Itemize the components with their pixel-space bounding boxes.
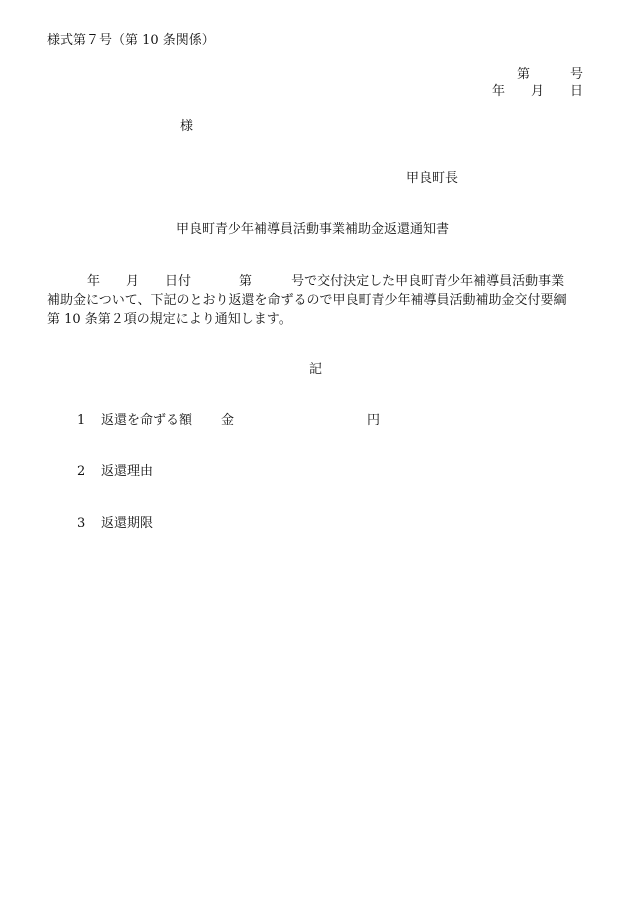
item-3-label: 返還期限 xyxy=(101,516,154,531)
body-line-1 xyxy=(47,275,564,288)
document-number xyxy=(517,68,583,81)
document-date-day: 日 xyxy=(569,84,583,99)
item-2-number: 2 xyxy=(77,464,86,479)
item-2-label: 返還理由 xyxy=(101,464,154,479)
body-line-2: 補助金について、下記のとおり返還を命ずるので甲良町青少年補導員活動補助金交付要綱 xyxy=(47,293,567,308)
body-month: 月 xyxy=(126,274,140,289)
ki-heading: 記 xyxy=(309,362,323,377)
item-3-number: 3 xyxy=(77,516,86,531)
form-number: 様式第７号（第 10 条関係） xyxy=(47,33,215,48)
body-line-3: 第 10 条第２項の規定により通知します。 xyxy=(47,312,292,327)
document-number-go: 号 xyxy=(569,67,583,82)
body-dai: 第 xyxy=(239,274,253,289)
body-line-1-rest: 号で交付決定した甲良町青少年補導員活動事業 xyxy=(291,274,565,289)
document-number-dai: 第 xyxy=(516,67,530,82)
amount-prefix: 金 xyxy=(221,413,235,428)
body-day: 日付 xyxy=(165,274,192,289)
document-title: 甲良町青少年補導員活動事業補助金返還通知書 xyxy=(176,222,450,237)
body-year: 年 xyxy=(87,274,101,289)
addressee-suffix: 様 xyxy=(180,119,194,134)
document-date-year: 年 xyxy=(491,84,505,99)
item-1-number: 1 xyxy=(77,413,86,428)
amount-unit: 円 xyxy=(367,413,381,428)
issuer-name: 甲良町長 xyxy=(406,171,459,186)
document-date xyxy=(492,85,583,98)
item-1-label: 返還を命ずる額 xyxy=(101,413,193,428)
document-date-month: 月 xyxy=(530,84,544,99)
